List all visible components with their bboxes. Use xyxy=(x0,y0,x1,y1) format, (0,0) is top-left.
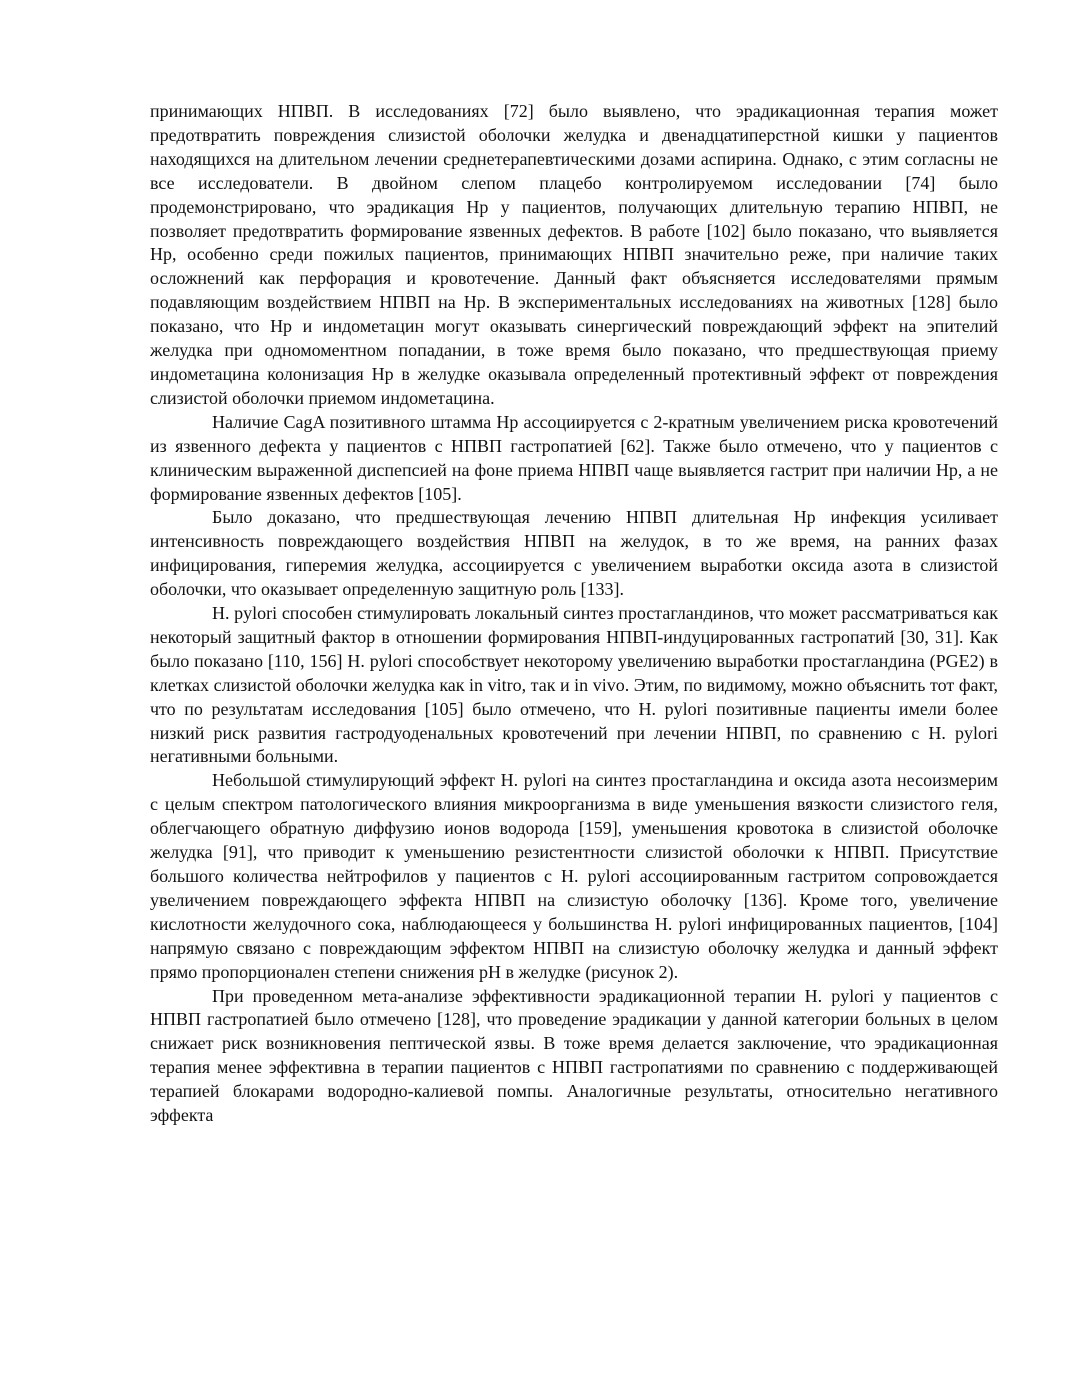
paragraph-6: При проведенном мета-анализе эффективности эрадикационной терапии H. pylori у пациентов с НПВП гастропатией было отмечено [128], что проведение эрадикации у данной категории больных в целом снижает риск возникновения пептической язвы. В тоже время делается заключение, что эрадикационная терапия менее эффективна в терапии пациентов с НПВП гастропатиями по сравнению с поддерживающей терапией блокарами водородно-калиевой помпы. Аналогичные результаты, относительно негативного эффекта xyxy=(150,985,998,1126)
paragraph-2: Наличие CagA позитивного штамма Нр ассоциируется с 2-кратным увеличением риска кровотечений из язвенного дефекта у пациентов с НПВП гастропатией [62]. Также было отмечено, что у пациентов с клиническим выраженной диспепсией на фоне приема НПВП чаще выявляется гастрит при наличии Нр, а не формирование язвенных дефектов [105]. xyxy=(150,411,998,504)
paragraph-1: принимающих НПВП. В исследованиях [72] было выявлено, что эрадикационная терапия может предотвратить повреждения слизистой оболочки желудка и двенадцатиперстной кишки у пациентов находящихся на длительном лечении среднетерапевтическими дозами аспирина. Однако, с этим согласны не все исследователи. В двойном слепом плацебо контролируемом исследовании [74] было продемонстрировано, что эрадикация Нр у пациентов, получающих длительную терапию НПВП, не позволяет предотвратить формирование язвенных дефектов. В работе [102] было показано, что выявляется Нр, особенно среди пожилых пациентов, принимающих НПВП значительно реже, при наличие таких осложнений как перфорация и кровотечение. Данный факт объясняется исследователями прямым подавляющим воздействием НПВП на Нр. В экспериментальных исследованиях на животных [128] было показано, что Нр и индометацин могут оказывать синергический повреждающий эффект на эпителий желудка при одномоментном попадании, в тоже время было показано, что предшествующая приему индометацина колонизация Нр в желудке оказывала определенный протективный эффект от повреждения слизистой оболочки приемом индометацина. xyxy=(150,101,998,408)
paragraph-3: Было доказано, что предшествующая лечению НПВП длительная Нр инфекция усиливает интенсивность повреждающего воздействия НПВП на желудок, в то же время, на ранних фазах инфицирования, гиперемия желудка, ассоциируется с увеличением выработки оксида азота в слизистой оболочки, что оказывает определенную защитную роль [133]. xyxy=(150,507,998,600)
paragraph-5: Небольшой стимулирующий эффект H. pylori на синтез простагландина и оксида азота несоизмерим с целым спектром патологического влияния микроорганизма в виде уменьшения вязкости слизистого геля, облегчающего обратную диффузию ионов водорода [159], уменьшения кровотока в слизистой оболочке желудка [91], что приводит к уменьшению резистентности слизистой оболочки к НПВП. Присутствие большого количества нейтрофилов у пациентов с H. pylori ассоциированным гастритом сопровождается увеличением повреждающего эффекта НПВП на слизистую оболочку [136]. Кроме того, увеличение кислотности желудочного сока, наблюдающееся у большинства H. pylori инфицированных пациентов, [104] напрямую связано с повреждающим эффектом НПВП на слизистую оболочку желудка и данный эффект прямо пропорционален степени снижения pH в желудке (рисунок 2). xyxy=(150,770,998,982)
document-page xyxy=(150,100,998,1128)
paragraph-4: H. pylori способен стимулировать локальный синтез простагландинов, что может рассматриваться как некоторый защитный фактор в отношении формирования НПВП-индуцированных гастропатий [30, 31]. Как было показано [110, 156] H. pylori способствует некоторому увеличению выработки простагландина (PGE2) в клетках слизистой оболочки желудка как in vitro, так и in vivo. Этим, по видимому, можно объяснить тот факт, что по результатам исследования [105] было отмечено, что H. pylori позитивные пациенты имели более низкий риск развития гастродуоденальных кровотечений при лечении НПВП, по сравнению с H. pylori негативными больными. xyxy=(150,603,998,767)
